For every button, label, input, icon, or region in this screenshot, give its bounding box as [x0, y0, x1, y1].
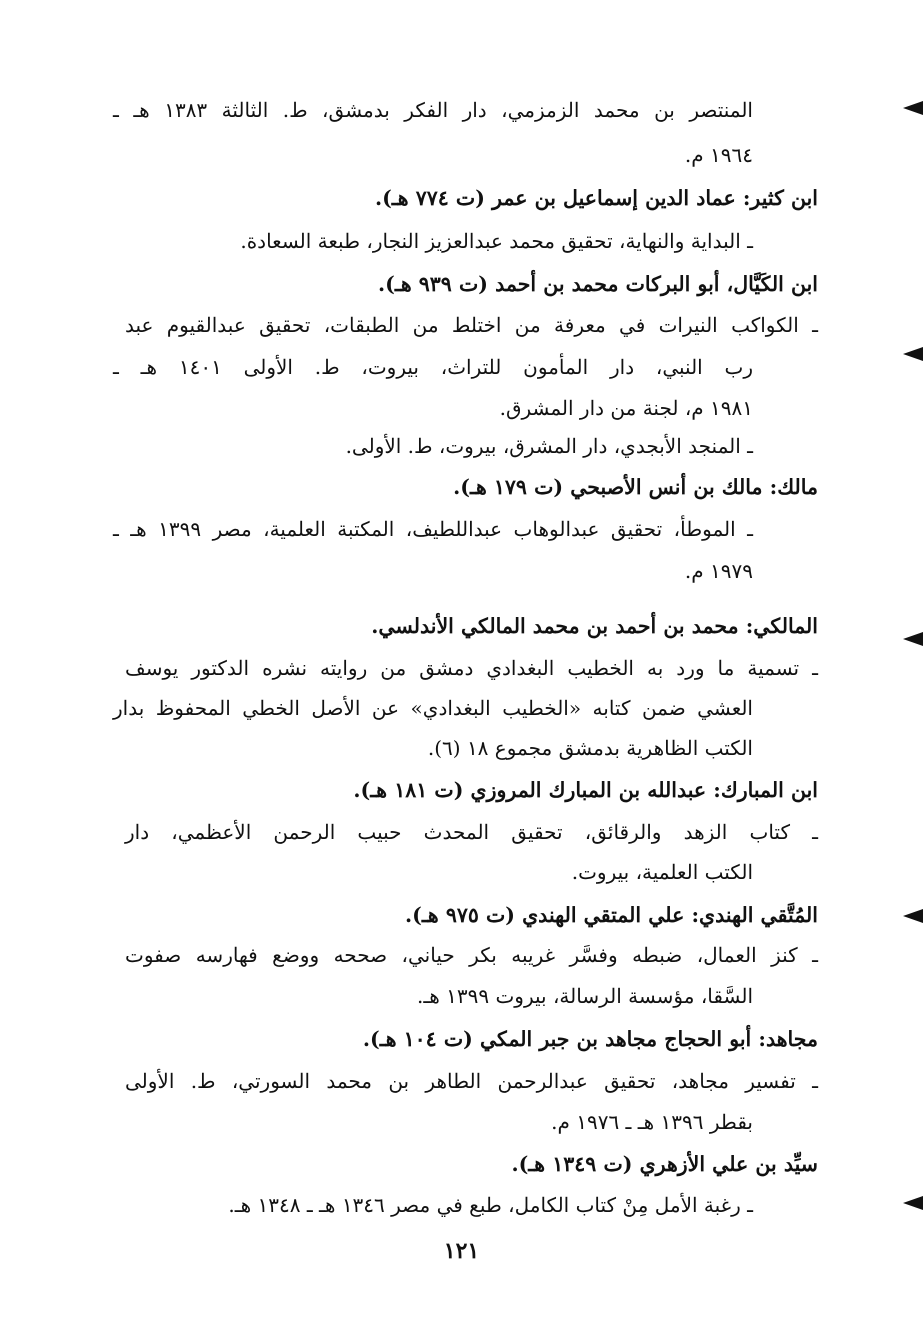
body-line: المنتصر بن محمد الزمزمي، دار الفكر بدمشق، ط. الثالثة ١٣٨٣ هـ ـ — [113, 98, 753, 122]
edge-mark — [903, 909, 923, 923]
work-line: ـ المنجد الأبجدي، دار المشرق، بيروت، ط. الأولى. — [345, 434, 753, 458]
work-line: ـ تسمية ما ورد به الخطيب البغدادي دمشق من روايته نشره الدكتور يوسف — [125, 656, 818, 680]
entry-heading: المُتَّقي الهندي: علي المتقي الهندي (ت ٩٧٥ هـ). — [405, 903, 818, 927]
edge-mark — [903, 632, 923, 646]
entry-heading: مجاهد: أبو الحجاج مجاهد بن جبر المكي (ت ١٠٤ هـ). — [362, 1027, 818, 1051]
work-line: ـ تفسير مجاهد، تحقيق عبدالرحمن الطاهر بن محمد السورتي، ط. الأولى — [125, 1069, 818, 1093]
work-line: ـ كتاب الزهد والرقائق، تحقيق المحدث حبيب الرحمن الأعظمي، دار — [125, 820, 818, 844]
body-line: ١٩٦٤ م. — [684, 143, 753, 167]
entry-heading: ابن الكَيَّال، أبو البركات محمد بن أحمد (ت ٩٣٩ هـ). — [377, 272, 818, 296]
work-line: ـ الكواكب النيرات في معرفة من اختلط من الطبقات، تحقيق عبدالقيوم عبد — [125, 313, 818, 337]
work-line: ـ الموطأ، تحقيق عبدالوهاب عبداللطيف، المكتبة العلمية، مصر ١٣٩٩ هـ ـ — [113, 517, 753, 541]
work-line: ١٩٧٩ م. — [684, 559, 753, 583]
edge-mark — [903, 1196, 923, 1210]
work-line: الكتب الظاهرية بدمشق مجموع ١٨ (٦). — [427, 736, 753, 760]
edge-mark — [903, 101, 923, 115]
entry-heading: ابن كثير: عماد الدين إسماعيل بن عمر (ت ٧٧٤ هـ). — [374, 186, 818, 210]
work-line: ١٩٨١ م، لجنة من دار المشرق. — [499, 396, 753, 420]
work-line: رب النبي، دار المأمون للتراث، بيروت، ط. الأولى ١٤٠١ هـ ـ — [113, 355, 754, 379]
work-line: الكتب العلمية، بيروت. — [571, 860, 753, 884]
work-line: ـ البداية والنهاية، تحقيق محمد عبدالعزيز النجار، طبعة السعادة. — [240, 229, 753, 253]
work-line: ـ رغبة الأمل مِنْ كتاب الكامل، طبع في مصر ١٣٤٦ هـ ـ ١٣٤٨ هـ. — [228, 1193, 753, 1217]
edge-mark — [903, 347, 923, 361]
work-line: العشي ضمن كتابه «الخطيب البغدادي» عن الأصل الخطي المحفوظ بدار — [113, 696, 753, 720]
entry-heading: ابن المبارك: عبدالله بن المبارك المروزي (ت ١٨١ هـ). — [353, 778, 818, 802]
page-number: ١٢١ — [443, 1238, 480, 1264]
work-line: ـ كنز العمال، ضبطه وفسَّر غريبه بكر حياني، صححه ووضع فهارسه صفوت — [125, 943, 818, 967]
entry-heading: المالكي: محمد بن أحمد بن محمد المالكي الأندلسي. — [371, 614, 818, 638]
work-line: بقطر ١٣٩٦ هـ ـ ١٩٧٦ م. — [551, 1110, 753, 1134]
entry-heading: مالك: مالك بن أنس الأصبحي (ت ١٧٩ هـ). — [453, 475, 818, 499]
entry-heading: سيِّد بن علي الأزهري (ت ١٣٤٩ هـ). — [511, 1152, 818, 1176]
work-line: السَّقا، مؤسسة الرسالة، بيروت ١٣٩٩ هـ. — [417, 984, 753, 1008]
